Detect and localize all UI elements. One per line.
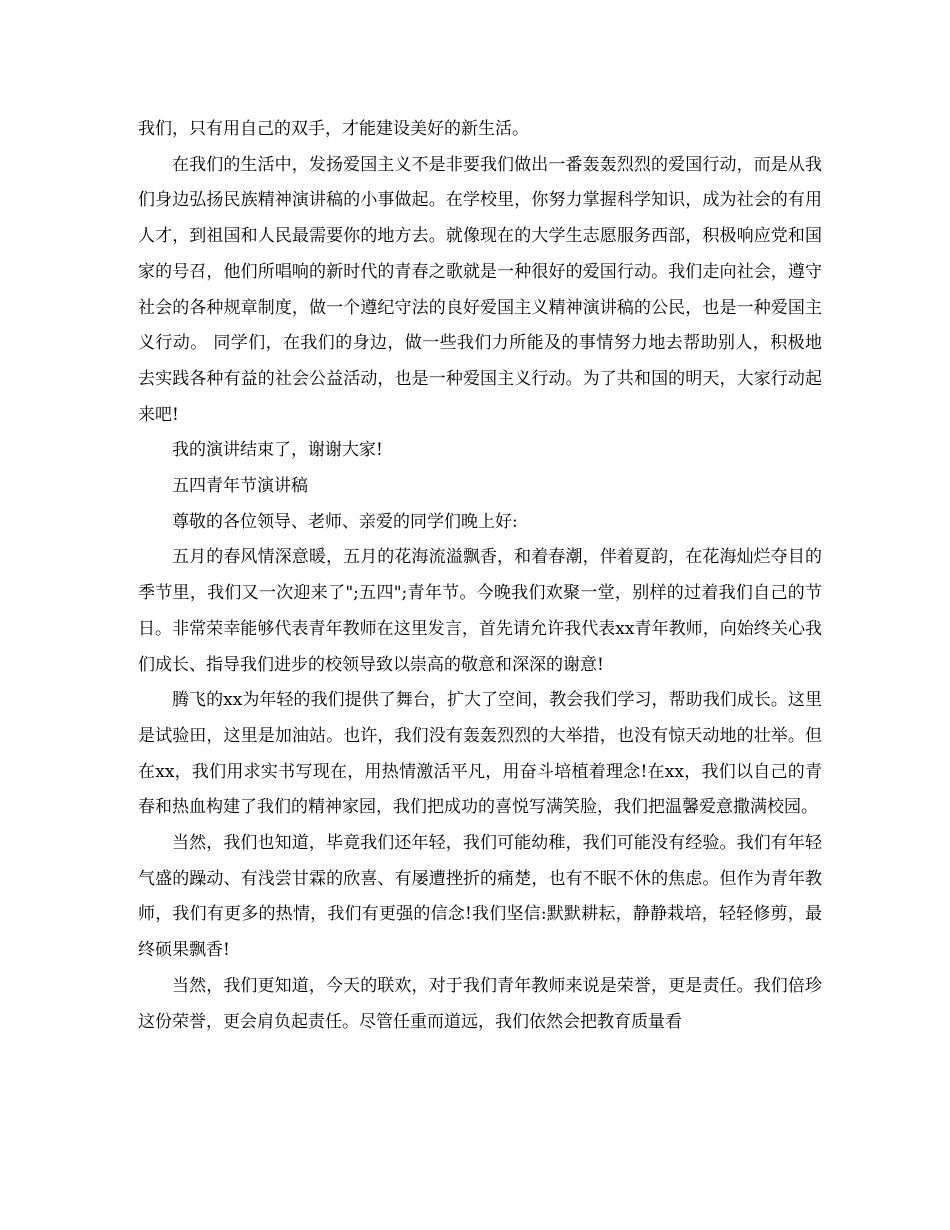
paragraph-young-teachers: 当然，我们也知道，毕竟我们还年轻，我们可能幼稚，我们可能没有经验。我们有年轻气盛的躁动、有浅尝甘霖的欣喜、有屡遭挫折的痛楚，也有不眠不休的焦虑。但作为青年教师，我们有更多的热情，我们有更强的信念!我们坚信:默默耕耘，静静栽培，轻轻修剪，最终硕果飘香!	[138, 833, 822, 961]
paragraph-closing-thanks: 我的演讲结束了，谢谢大家!	[172, 440, 383, 461]
section-title: 五四青年节演讲稿	[172, 476, 308, 497]
paragraph-continuation: 我们，只有用自己的双手，才能建设美好的新生活。	[138, 119, 529, 139]
document-body	[138, 112, 822, 1040]
paragraph-school-growth: 腾飞的xx为年轻的我们提供了舞台，扩大了空间，教会我们学习，帮助我们成长。这里是试验田，这里是加油站。也许，我们没有轰轰烈烈的大举措，也没有惊天动地的壮举。但在xx，我们用求实书写现在，用热情激活平凡，用奋斗培植着理念!在xx，我们以自己的青春和热血构建了我们的精神家园，我们把成功的喜悦写满笑脸，我们把温馨爱意撒满校园。	[138, 690, 822, 818]
paragraph-salutation: 尊敬的各位领导、老师、亲爱的同学们晚上好:	[172, 511, 518, 532]
paragraph-patriotism: 在我们的生活中，发扬爱国主义不是非要我们做出一番轰轰烈烈的爱国行动，而是从我们身边弘扬民族精神演讲稿的小事做起。在学校里，你努力掌握科学知识，成为社会的有用人才，到祖国和人民最需要你的地方去。就像现在的大学生志愿服务西部，积极响应党和国家的号召，他们所唱响的新时代的青春之歌就是一种很好的爱国行动。我们走向社会，遵守社会的各种规章制度，做一个遵纪守法的良好爱国主义精神演讲稿的公民，也是一种爱国主义行动。 同学们，在我们的身边，做一些我们力所能及的事情努力地去帮助别人，积极地去实践各种有益的社会公益活动，也是一种爱国主义行动。为了共和国的明天，大家行动起来吧!	[138, 154, 822, 425]
paragraph-responsibility: 当然，我们更知道，今天的联欢，对于我们青年教师来说是荣誉，更是责任。我们倍珍这份荣誉，更会肩负起责任。尽管任重而道远，我们依然会把教育质量看	[138, 975, 822, 1032]
paragraph-may-fourth: 五月的春风情深意暖，五月的花海流溢飘香，和着春潮，伴着夏韵，在花海灿烂夺目的季节里，我们又一次迎来了";五四";青年节。今晚我们欢聚一堂，别样的过着我们自己的节日。非常荣幸能够代表青年教师在这里发言，首先请允许我代表xx青年教师，向始终关心我们成长、指导我们进步的校领导致以崇高的敬意和深深的谢意!	[138, 547, 822, 675]
